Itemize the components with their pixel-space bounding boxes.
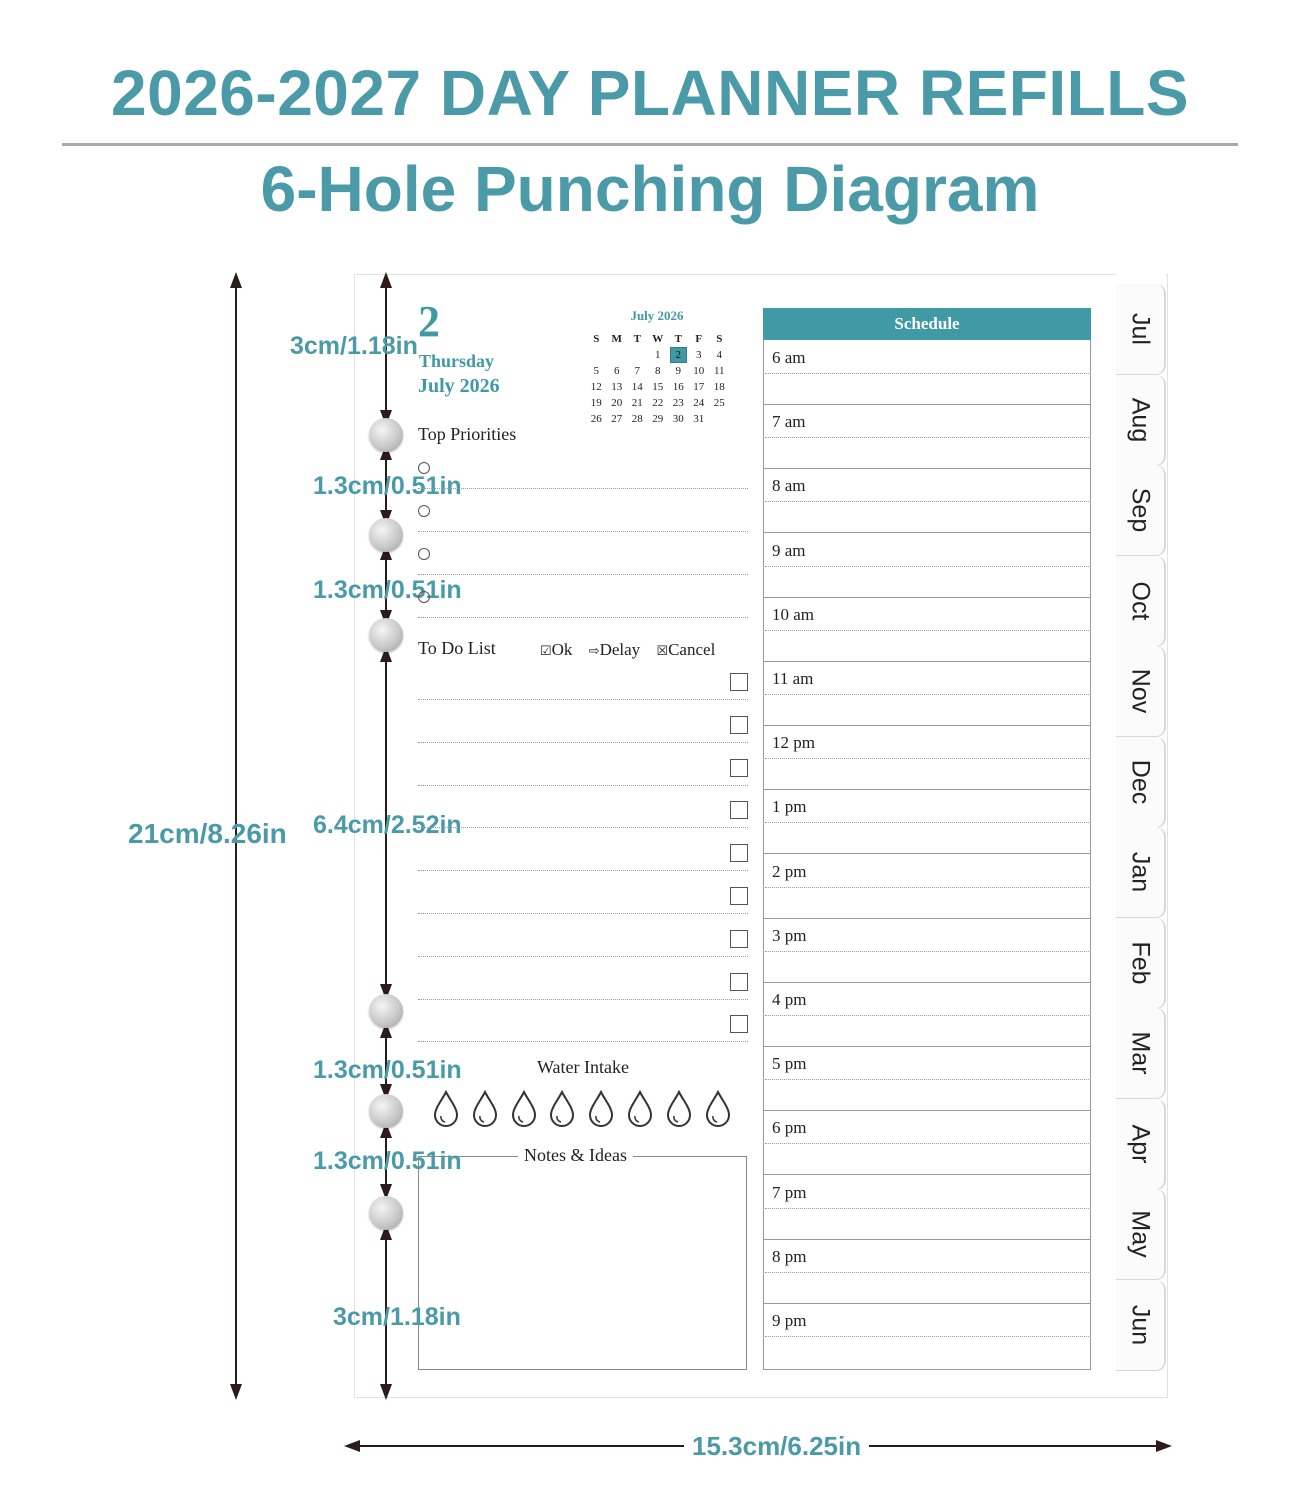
schedule-half-hour-line xyxy=(765,694,1089,695)
month-tab-label: Mar xyxy=(1126,1031,1155,1075)
schedule-hour-label: 2 pm xyxy=(772,861,807,881)
priority-line xyxy=(418,488,748,489)
gap-3-label: 1.3cm/0.51in xyxy=(313,1056,462,1084)
todo-line xyxy=(418,1041,748,1042)
calendar-day: 9 xyxy=(675,365,681,377)
schedule-hour-label: 6 am xyxy=(772,348,806,367)
todo-checkbox xyxy=(730,716,748,734)
water-drop-icon xyxy=(432,1090,460,1128)
schedule-half-hour-line xyxy=(765,566,1089,567)
schedule-half-hour-line xyxy=(765,373,1089,374)
punch-hole xyxy=(369,994,403,1028)
calendar-day: 21 xyxy=(631,397,643,409)
schedule-hour-label: 5 pm xyxy=(772,1054,807,1074)
schedule-hour-label: 7 pm xyxy=(772,1182,807,1202)
todo-line xyxy=(418,870,748,871)
priority-line xyxy=(418,617,748,618)
water-drop-icon xyxy=(471,1090,499,1128)
water-drop-icon xyxy=(587,1090,615,1128)
month-tab-label: Oct xyxy=(1126,581,1155,620)
gap-4-label: 1.3cm/0.51in xyxy=(313,1147,462,1175)
todo-list-label: To Do List xyxy=(418,638,496,658)
calendar-weekday: M xyxy=(611,333,622,345)
month-tab-label: Feb xyxy=(1126,940,1155,985)
water-drop-icon xyxy=(704,1090,732,1128)
calendar-day: 22 xyxy=(652,397,664,409)
water-drop-icon xyxy=(665,1090,693,1128)
calendar-weekday: F xyxy=(695,333,703,345)
priority-bullet-icon xyxy=(418,591,430,603)
schedule-hour-line xyxy=(763,1303,1091,1304)
notes-ideas-label: Notes & Ideas xyxy=(518,1145,633,1166)
legend-cancel: Cancel xyxy=(668,640,716,659)
calendar-day: 3 xyxy=(696,349,702,361)
schedule-header: Schedule xyxy=(763,308,1091,340)
calendar-weekday: S xyxy=(593,333,600,345)
schedule-half-hour-line xyxy=(765,437,1089,438)
month-tab-label: Aug xyxy=(1126,397,1155,442)
calendar-day: 5 xyxy=(593,365,599,377)
calendar-day: 26 xyxy=(590,413,602,425)
calendar-day: 13 xyxy=(611,381,623,393)
calendar-day: 8 xyxy=(655,365,661,377)
todo-checkbox xyxy=(730,844,748,862)
calendar-day-highlight: 2 xyxy=(670,347,687,363)
calendar-day: 4 xyxy=(716,349,722,361)
punch-hole xyxy=(369,418,403,452)
todo-checkbox xyxy=(730,973,748,991)
month-tab-label: Dec xyxy=(1126,759,1155,804)
calendar-day: 23 xyxy=(672,397,684,409)
water-drop-icon xyxy=(510,1090,538,1128)
schedule-hour-line xyxy=(763,597,1091,598)
height-label: 21cm/8.26in xyxy=(128,818,287,849)
todo-line xyxy=(418,999,748,1000)
bottom-margin-label: 3cm/1.18in xyxy=(333,1303,461,1331)
schedule-hour-label: 10 am xyxy=(772,604,815,624)
month-tab-label: Jul xyxy=(1126,313,1155,345)
top-margin-label: 3cm/1.18in xyxy=(290,332,418,360)
calendar-day: 7 xyxy=(634,365,640,377)
schedule-hour-line xyxy=(763,982,1091,983)
gap-1-label: 1.3cm/0.51in xyxy=(313,472,462,500)
cancel-x-icon: ☒ xyxy=(656,643,669,658)
calendar-day: 1 xyxy=(655,349,661,361)
calendar-day: 27 xyxy=(611,413,623,425)
weekday-label: Thursday xyxy=(419,351,495,371)
page-subtitle: 6-Hole Punching Diagram xyxy=(260,153,1040,225)
calendar-weekday: S xyxy=(716,333,723,345)
schedule-half-hour-line xyxy=(765,822,1089,823)
todo-line xyxy=(418,785,748,786)
schedule-half-hour-line xyxy=(765,1336,1089,1337)
priority-bullet-icon xyxy=(418,505,430,517)
todo-line xyxy=(418,956,748,957)
schedule-half-hour-line xyxy=(765,887,1089,888)
calendar-day: 14 xyxy=(631,381,643,393)
schedule-hour-label: 7 am xyxy=(772,412,806,432)
month-tab-label: Sep xyxy=(1126,487,1155,533)
calendar-day: 20 xyxy=(611,397,623,409)
schedule-hour-line xyxy=(763,789,1091,790)
schedule-half-hour-line xyxy=(765,501,1089,502)
schedule-half-hour-line xyxy=(765,1015,1089,1016)
schedule-hour-line xyxy=(763,1046,1091,1047)
priority-line xyxy=(418,531,748,532)
calendar-day: 28 xyxy=(631,413,643,425)
width-label: 15.3cm/6.25in xyxy=(684,1431,869,1462)
calendar-day: 11 xyxy=(713,365,725,377)
todo-checkbox xyxy=(730,1015,748,1033)
todo-checkbox xyxy=(730,759,748,777)
schedule-hour-line xyxy=(763,532,1091,533)
todo-checkbox xyxy=(730,673,748,691)
schedule-hour-label: 9 pm xyxy=(772,1311,807,1330)
water-drop-icon xyxy=(548,1090,576,1128)
middle-gap-label: 6.4cm/2.52in xyxy=(313,811,462,839)
todo-line xyxy=(418,827,748,828)
schedule-half-hour-line xyxy=(765,1079,1089,1080)
schedule-hour-label: 9 am xyxy=(772,540,806,560)
todo-line xyxy=(418,742,748,743)
schedule-half-hour-line xyxy=(765,951,1089,952)
punch-hole xyxy=(369,1094,403,1128)
todo-checkbox xyxy=(730,801,748,819)
schedule-hour-line xyxy=(763,468,1091,469)
calendar-day: 10 xyxy=(693,365,705,377)
mini-calendar-title: July 2026 xyxy=(630,308,684,323)
schedule-half-hour-line xyxy=(765,630,1089,631)
calendar-day: 15 xyxy=(652,381,664,393)
schedule-hour-line xyxy=(763,1239,1091,1240)
schedule-hour-label: 1 pm xyxy=(772,797,807,817)
top-priorities-label: Top Priorities xyxy=(418,424,517,444)
calendar-day: 18 xyxy=(713,381,725,393)
punch-hole xyxy=(369,618,403,652)
calendar-day: 30 xyxy=(672,413,684,425)
schedule-hour-line xyxy=(763,1174,1091,1175)
calendar-day: 6 xyxy=(614,365,620,377)
calendar-day: 17 xyxy=(693,381,705,393)
calendar-day: 19 xyxy=(590,397,602,409)
calendar-day: 12 xyxy=(590,381,602,393)
schedule-hour-line xyxy=(763,404,1091,405)
schedule-hour-label: 4 pm xyxy=(772,990,807,1009)
schedule-half-hour-line xyxy=(765,758,1089,759)
todo-checkbox xyxy=(730,887,748,905)
month-tab-label: May xyxy=(1126,1210,1155,1258)
calendar-day: 31 xyxy=(693,413,705,425)
punch-hole xyxy=(369,518,403,552)
ok-check-icon: ☑ xyxy=(540,643,552,658)
month-tab-label: Apr xyxy=(1126,1124,1155,1163)
schedule-half-hour-line xyxy=(765,1143,1089,1144)
priority-line xyxy=(418,574,748,575)
calendar-day: 24 xyxy=(693,397,705,409)
schedule-hour-line xyxy=(763,918,1091,919)
todo-line xyxy=(418,913,748,914)
schedule-hour-line xyxy=(763,1110,1091,1111)
calendar-day: 25 xyxy=(713,397,725,409)
page-title: 2026-2027 DAY PLANNER REFILLS xyxy=(111,57,1189,129)
calendar-day: 16 xyxy=(672,381,684,393)
water-intake-label: Water Intake xyxy=(537,1057,629,1077)
calendar-day: 29 xyxy=(652,413,664,425)
schedule-hour-label: 8 pm xyxy=(772,1246,807,1266)
schedule-hour-label: 6 pm xyxy=(772,1118,807,1138)
schedule-hour-line xyxy=(763,853,1091,854)
schedule-half-hour-line xyxy=(765,1208,1089,1209)
priority-bullet-icon xyxy=(418,548,430,560)
schedule-hour-label: 12 pm xyxy=(772,733,815,753)
schedule-hour-label: 11 am xyxy=(772,669,814,688)
gap-2-label: 1.3cm/0.51in xyxy=(313,576,462,604)
schedule-half-hour-line xyxy=(765,1272,1089,1273)
delay-arrow-icon: ⇨ xyxy=(588,643,600,658)
legend-delay: Delay xyxy=(599,640,641,659)
schedule-hour-label: 3 pm xyxy=(772,925,807,945)
schedule-hour-label: 8 am xyxy=(772,476,806,496)
calendar-weekday: T xyxy=(633,333,641,345)
todo-line xyxy=(418,699,748,700)
priority-bullet-icon xyxy=(418,462,430,474)
schedule-hour-line xyxy=(763,661,1091,662)
punch-hole xyxy=(369,1196,403,1230)
schedule-hour-line xyxy=(763,725,1091,726)
month-tab-label: Nov xyxy=(1126,668,1155,714)
month-tab-label: Jan xyxy=(1126,851,1155,893)
day-number: 2 xyxy=(418,297,440,346)
calendar-weekday: W xyxy=(652,333,664,345)
calendar-weekday: T xyxy=(674,333,682,345)
todo-checkbox xyxy=(730,930,748,948)
month-tab-label: Jun xyxy=(1126,1304,1155,1345)
legend-ok: Ok xyxy=(551,640,573,659)
water-drop-icon xyxy=(626,1090,654,1128)
month-year-label: July 2026 xyxy=(418,375,500,397)
